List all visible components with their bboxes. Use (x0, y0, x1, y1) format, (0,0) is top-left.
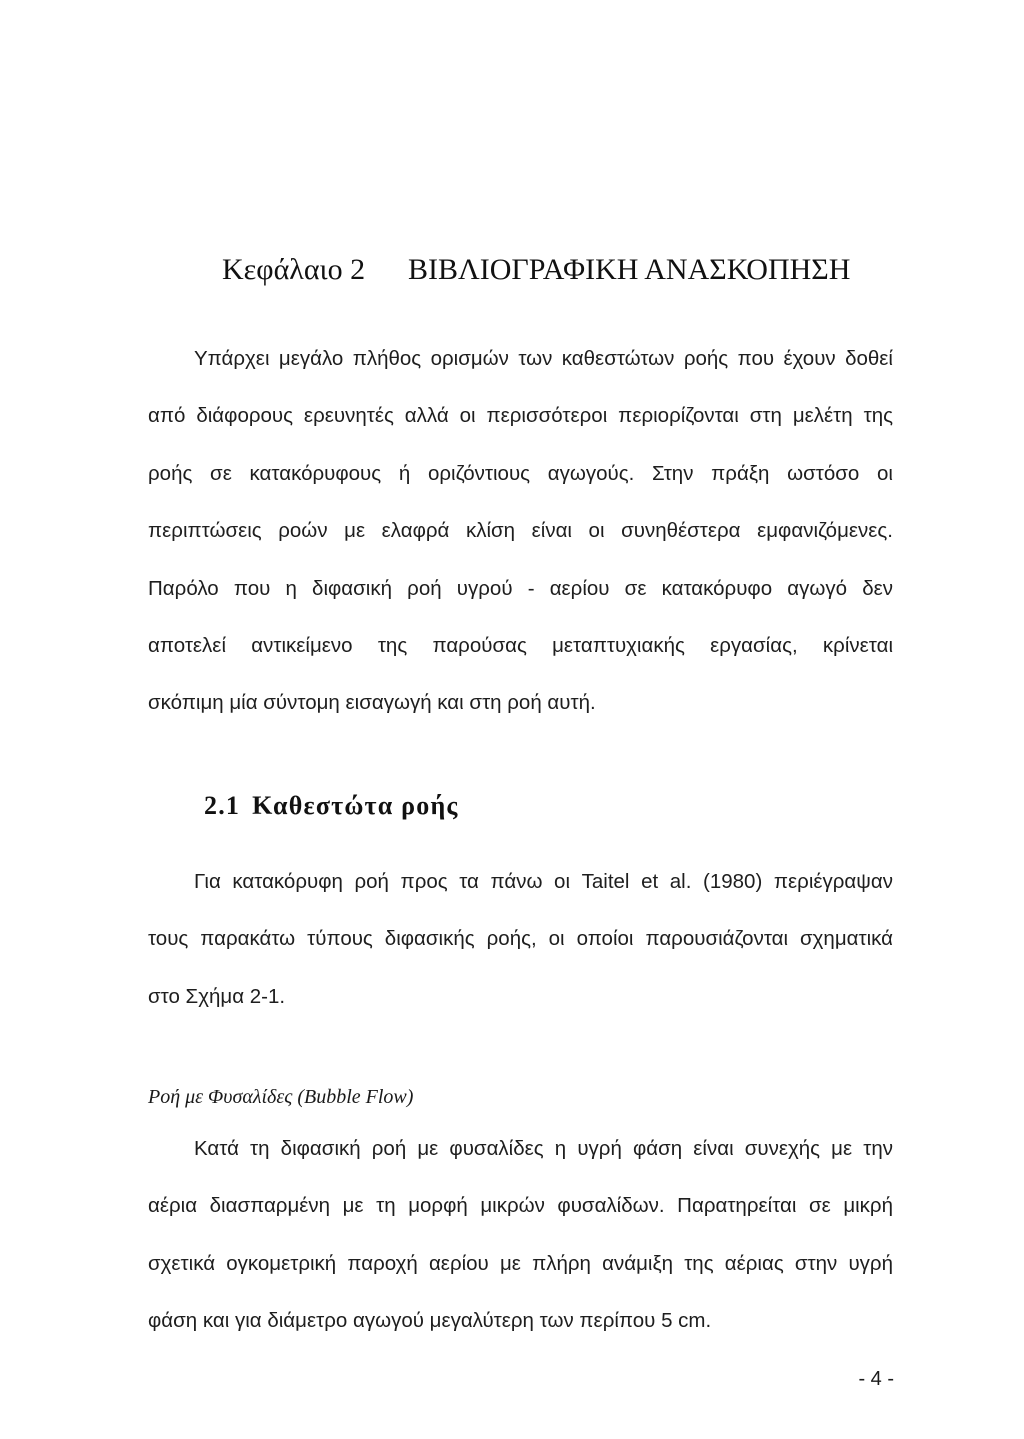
paragraph-line: αέρια διασπαρμένη με τη μορφή μικρών φυσαλίδων. Παρατηρείται σε μικρή (148, 1194, 893, 1218)
bubble-flow-paragraph (148, 1120, 893, 1350)
section-paragraph (148, 853, 893, 1025)
chapter-title: ΒΙΒΛΙΟΓΡΑΦΙΚΗ ΑΝΑΣΚΟΠΗΣΗ (408, 253, 851, 286)
subsection-heading: Ροή με Φυσαλίδες (Bubble Flow) (148, 1086, 414, 1108)
paragraph-line: περιπτώσεις ροών με ελαφρά κλίση είναι οι συνηθέστερα εμφανιζόμενες. (148, 519, 893, 543)
chapter-heading (222, 252, 892, 288)
paragraph-line: ροής σε κατακόρυφους ή οριζόντιους αγωγούς. Στην πράξη ωστόσο οι (148, 461, 893, 485)
paragraph-line: στο Σχήμα 2-1. (148, 984, 286, 1008)
paragraph-line: Για κατακόρυφη ροή προς τα πάνω οι Taitel et al. (1980) περιέγραψαν (194, 870, 893, 893)
paragraph-line: Παρόλο που η διφασική ροή υγρού - αερίου σε κατακόρυφο αγωγό δεν (148, 576, 893, 600)
paragraph-line: Κατά τη διφασική ροή με φυσαλίδες η υγρή φάση είναι συνεχής με την (194, 1137, 893, 1160)
paragraph-line: αποτελεί αντικείμενο της παρούσας μεταπτυχιακής εργασίας, κρίνεται (148, 633, 893, 657)
paragraph-line: Υπάρχει μεγάλο πλήθος ορισμών των καθεστώτων ροής που έχουν δοθεί (194, 347, 893, 370)
section-title: Καθεστώτα ροής (252, 791, 459, 820)
page-number: - 4 - (858, 1368, 894, 1390)
paragraph-line: σχετικά ογκομετρική παροχή αερίου με πλήρη ανάμιξη της αέριας στην υγρή (148, 1251, 893, 1275)
chapter-label: Κεφάλαιο 2 (222, 253, 366, 286)
intro-paragraph (148, 330, 893, 732)
paragraph-line: από διάφορους ερευνητές αλλά οι περισσότεροι περιορίζονται στη μελέτη της (148, 404, 893, 428)
paragraph-line: τους παρακάτω τύπους διφασικής ροής, οι οποίοι παρουσιάζονται σχηματικά (148, 927, 893, 951)
paragraph-line: σκόπιμη μία σύντομη εισαγωγή και στη ροή αυτή. (148, 691, 596, 715)
section-number: 2.1 (204, 791, 241, 820)
paragraph-line: φάση και για διάμετρο αγωγού μεγαλύτερη των περίπου 5 cm. (148, 1309, 712, 1333)
section-heading (204, 786, 459, 826)
